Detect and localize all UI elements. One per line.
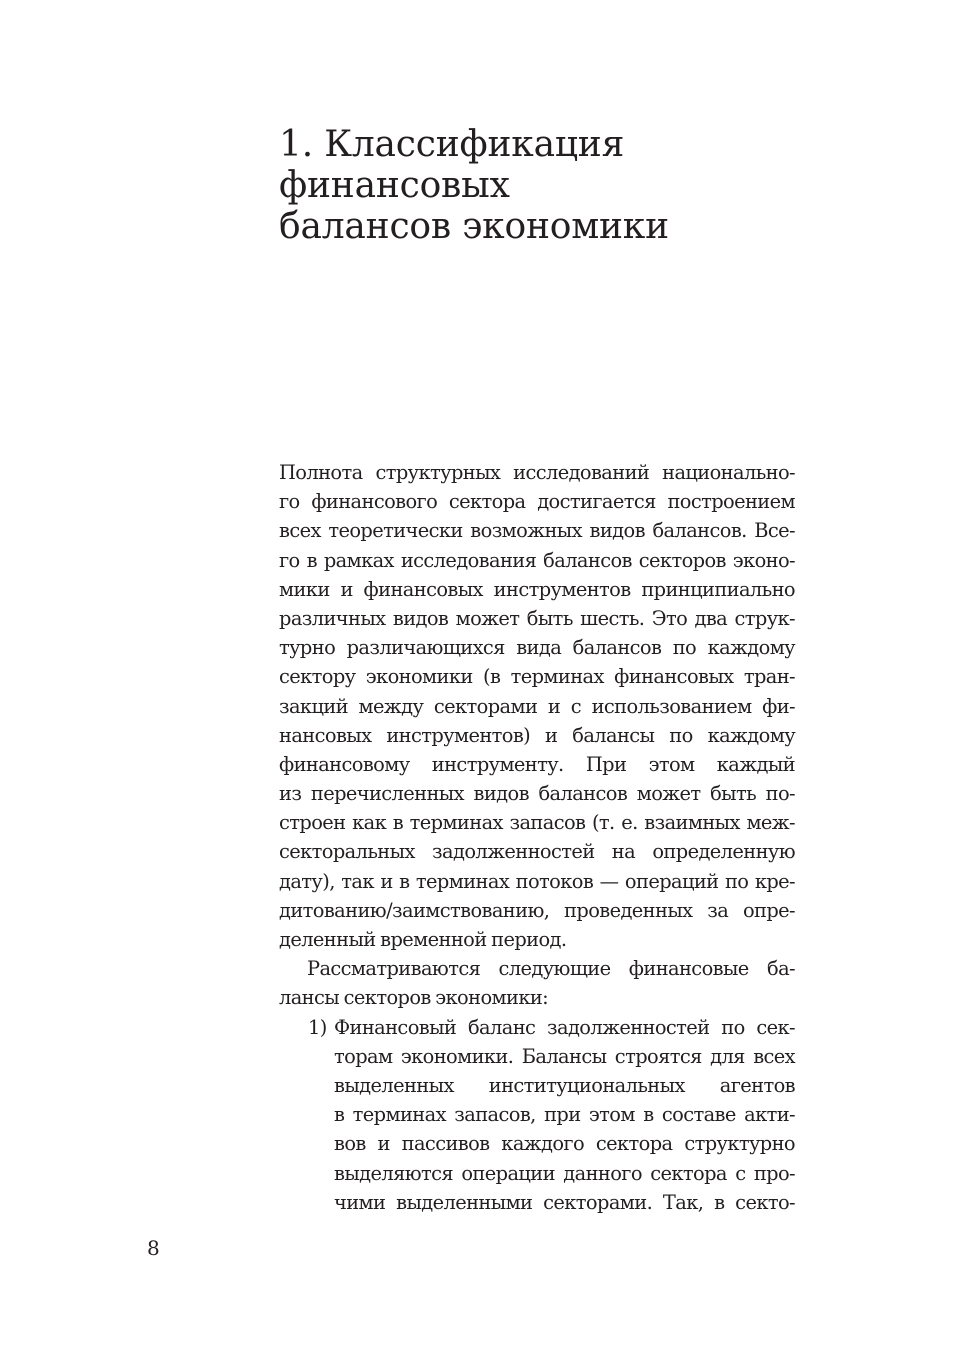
text-line: вов и пассивов каждого сектора структурно [334,1132,795,1156]
text-line: строен как в терминах запасов (т. е. взаимных меж- [279,811,795,835]
text-line: турно различающихся вида балансов по каждому [279,636,795,660]
text-line: сектору экономики (в терминах финансовых тран- [279,665,795,689]
chapter-title-line: финансовых [279,165,510,206]
text-line: выделяются операции данного сектора с про- [334,1161,795,1185]
list-item-number: 1) [308,1015,327,1039]
text-line: финансовому инструменту. При этом каждый [279,752,795,776]
text-line: дату), так и в терминах потоков — операций по кре- [279,869,795,893]
text-line: торам экономики. Балансы строятся для всех [334,1044,795,1068]
text-line: всех теоретически возможных видов балансов. Все- [279,519,795,543]
text-line: нансовых инструментов) и балансы по каждому [279,723,795,747]
body-text [279,458,795,1217]
text-line: Полнота структурных исследований национально- [279,461,795,484]
text-line: мики и финансовых инструментов принципиально [279,577,795,601]
page-number: 8 [147,1236,160,1260]
text-line: деленный временной период. [279,928,567,951]
text-line: дитованию/заимствованию, проведенных за опре- [279,898,795,922]
text-line: лансы секторов экономики: [279,986,549,1010]
text-line: го финансового сектора достигается построением [279,490,795,514]
text-line: секторальных задолженностей на определенную [279,840,795,864]
chapter-title-line: 1. Классификация [279,124,625,165]
text-line: чими выделенными секторами. Так, в секто- [334,1190,795,1214]
text-line: из перечисленных видов балансов может быть по- [279,782,795,806]
list-item [279,1013,795,1217]
text-line: закций между секторами и с использованием фи- [279,694,795,718]
text-line: в терминах запасов, при этом в составе акти- [334,1103,795,1127]
paragraph-lead-in [279,954,795,1012]
text-line: различных видов может быть шесть. Это два струк- [279,606,795,630]
chapter-title [279,124,839,247]
text-line: выделенных институциональных агентов [334,1073,795,1097]
text-line: Финансовый баланс задолженностей по сек- [334,1015,795,1039]
text-line: го в рамках исследования балансов секторов эконо- [279,548,795,572]
paragraph-intro [279,458,795,954]
text-line: Рассматриваются следующие финансовые ба- [307,957,795,981]
chapter-title-line: балансов экономики [279,206,669,247]
